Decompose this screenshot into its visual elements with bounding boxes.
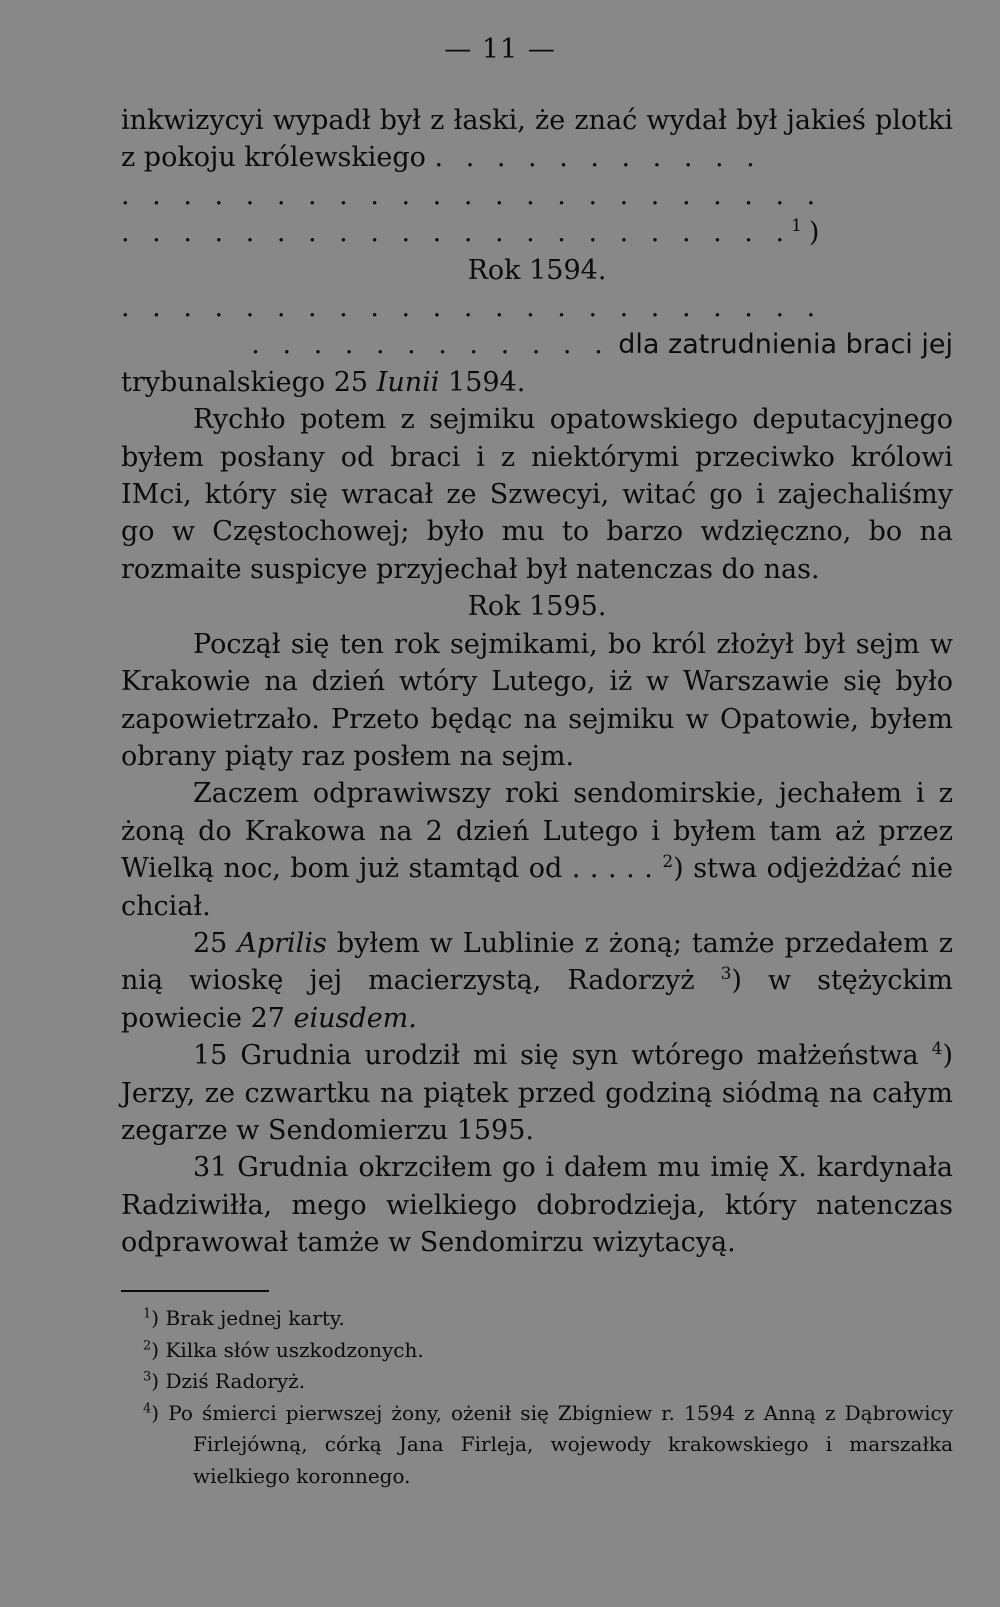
- footnote-ref-1: 1: [791, 216, 809, 237]
- footnote-rule: [121, 1290, 269, 1292]
- ellipsis-line: . . . . . . . . . . . . . . . . . . . . . . .: [121, 179, 823, 211]
- footnote-text: ) Kilka słów uszkodzonych.: [151, 1337, 424, 1362]
- date-line-year: 1594.: [448, 366, 526, 398]
- paragraph-rychlo: Rychło potem z sejmiku opatowskiego deputacyjnego byłem posłany od braci i z niektórymi przeciwko królowi IMci, który się wracał ze Szwecyi, witać go i zajechaliśmy go w Częstochowej; było mu to barzo wdzięczno, bo na rozmaite suspicye przyjechał był natenczas do nas.: [121, 404, 953, 585]
- footnote-mark: 1: [143, 1306, 152, 1322]
- paragraph-continuation: [121, 102, 953, 177]
- year-heading-1594: Rok 1594.: [467, 254, 607, 286]
- paragraph-text: Zaczem odprawiwszy roki sendomirskie, jechałem i z żoną do Krakowa na 2 dzień Lutego i byłem tam aż przez Wielką noc, bom już stamtąd od . . . . .: [121, 778, 953, 885]
- italic-word: eiusdem.: [293, 1002, 417, 1034]
- paragraph-text: ) stwa odjeżdżać nie chciał.: [121, 853, 953, 922]
- footnote-ref-4: 4: [931, 1039, 943, 1060]
- damaged-line: [121, 326, 953, 363]
- footnote-text: ) Po śmierci pierwszej żony, ożenił się Zbigniew r. 1594 z Anną z Dąbrowicy Firlejówną, córką Jana Firleja, wojewody krakowskiego i marszałka wielkiego koronnego.: [151, 1400, 953, 1488]
- date-line-text: trybunalskiego 25: [121, 366, 369, 398]
- ellipsis-dots: . . . . . . . . . . .: [434, 142, 762, 174]
- footnote-paren: ): [808, 217, 827, 249]
- paragraph-text: 15 Grudnia urodził mi się syn wtórego małżeństwa: [193, 1040, 919, 1072]
- footnote: [121, 1366, 953, 1398]
- footnote: [121, 1398, 953, 1493]
- paragraph-text: ) Jerzy, ze czwartku na piątek przed godziną siódmą na całym zegarze w Sendomierzu 1595.: [121, 1040, 953, 1146]
- footnote-ref-3: 3: [720, 964, 732, 985]
- ellipsis-line-with-footnote: [121, 214, 953, 251]
- footnote-ref-2: 2: [662, 852, 674, 873]
- continuation-text: inkwizycyi wypadł był z łaski, że znać wydał był jakieś plotki z pokoju królewskiego: [121, 105, 953, 174]
- paragraph-poczal: Począł się ten rok sejmikami, bo król złożył był sejm w Krakowie na dzień wtóry Lutego, iż w Warszawie się było zapowietrzało. Przeto będąc na sejmiku w Opatowie, byłem obrany piąty raz posłem na sejm.: [121, 628, 953, 772]
- ellipsis-dots: . . . . . . . . . . . . . . . . . . . . . .: [121, 217, 792, 249]
- footnote-mark: 3: [143, 1369, 152, 1385]
- footnote-text: ) Dziś Radoryż.: [151, 1369, 306, 1393]
- paragraph-text: ) w stężyckim powiecie 27: [121, 965, 953, 1034]
- ellipsis-dots: . . . . . . . . . . . .: [251, 329, 610, 361]
- page-number: — 11 —: [444, 34, 556, 65]
- paragraph-grudnia-15: [121, 1037, 953, 1149]
- ellipsis-line: . . . . . . . . . . . . . . . . . . . . . . .: [121, 292, 823, 324]
- italic-month: Aprilis: [237, 927, 327, 959]
- italic-month: Iunii: [376, 366, 440, 398]
- paragraph-text: byłem w Lublinie z żoną; tamże przedałem z nią wioskę jej macierzystą, Radorzyż: [121, 927, 953, 997]
- paragraph-grudnia-31: 31 Grudnia okrzciłem go i dałem mu imię X. kardynała Radziwiłła, mego wielkiego dobrodzieja, który natenczas odprawował tamże w Sendomirzu wizytacyą.: [121, 1152, 953, 1259]
- paragraph-zaczem: [121, 775, 953, 925]
- footnote: [121, 1303, 953, 1335]
- damaged-line-text: dla zatrudnienia braci jej: [618, 329, 953, 361]
- paragraph-aprilis: [121, 925, 953, 1037]
- year-heading-1595: Rok 1595.: [467, 591, 607, 623]
- date-line: [121, 364, 953, 401]
- paragraph-text: 25: [193, 927, 228, 959]
- main-text: [121, 102, 953, 1262]
- footnote-mark: 2: [143, 1337, 152, 1353]
- footnote-mark: 4: [143, 1400, 152, 1416]
- footnote-text: ) Brak jednej karty.: [151, 1306, 345, 1330]
- footnote: [121, 1335, 953, 1367]
- footnotes: [121, 1303, 953, 1492]
